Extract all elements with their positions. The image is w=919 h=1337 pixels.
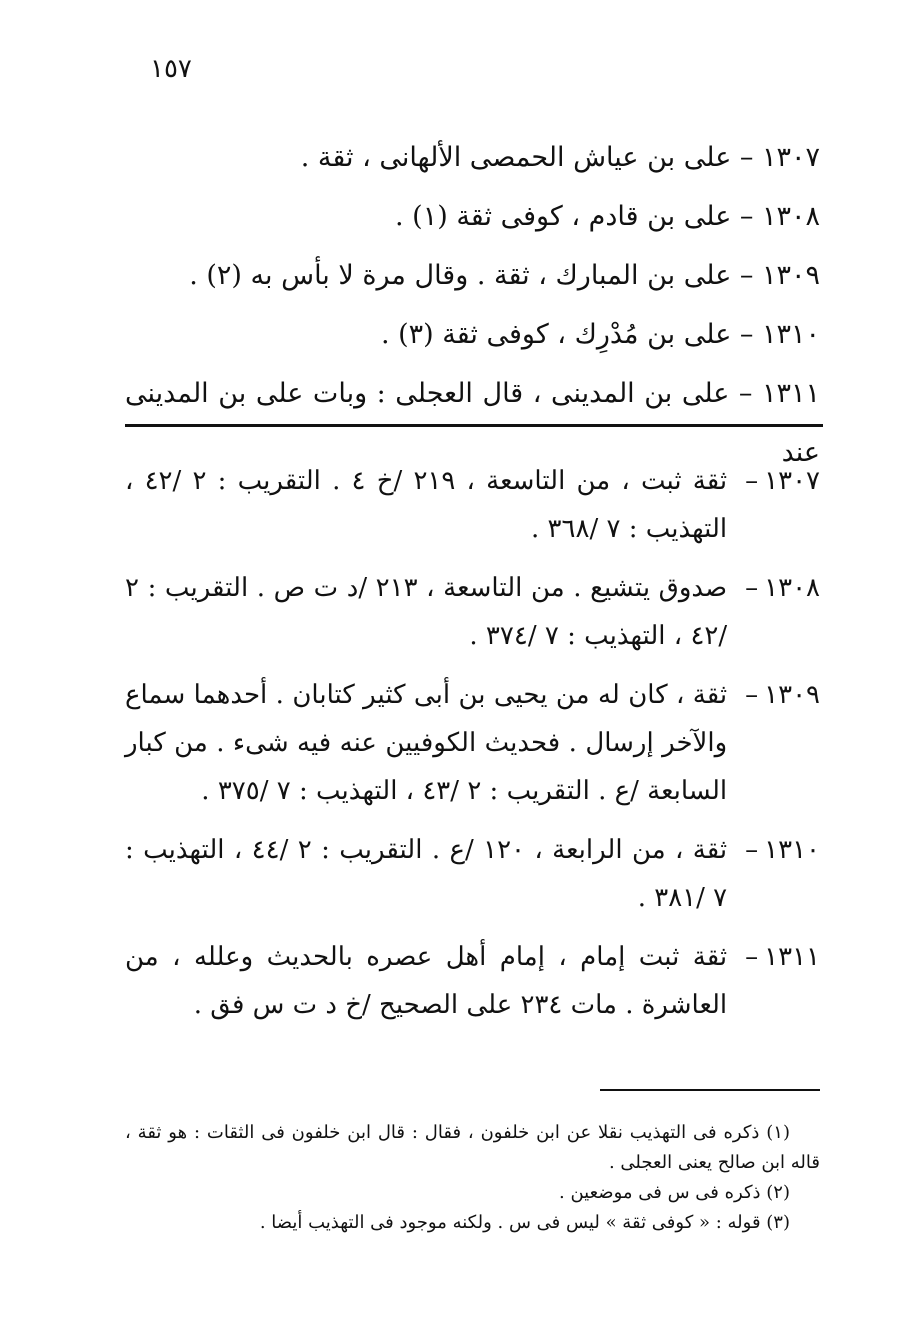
footnote-text: (١) ذكره فى التهذيب نقلا عن ابن خلفون ، فقال : قال ابن خلفون فى الثقات : هو ثقة ، قاله ابن صالح يعنى العجلى . bbox=[125, 1122, 820, 1173]
section-divider bbox=[125, 424, 823, 427]
note-text: صدوق يتشيع . من التاسعة ، ٢١٣ /د ت ص . التقريب : ٢ /٤٢ ، التهذيب : ٧ /٣٧٤ . bbox=[125, 573, 728, 651]
entry-1310: ١٣١٠ – على بن مُدْرِك ، كوفى ثقة (٣) . bbox=[380, 319, 820, 350]
note-number: ١٣١٠ bbox=[764, 835, 820, 865]
note-text: ثقة ، من الرابعة ، ١٢٠ /ع . التقريب : ٢ /٤٤ ، التهذيب : ٧ /٣٨١ . bbox=[125, 835, 728, 913]
note-text: ثقة ثبت إمام ، إمام أهل عصره بالحديث وعلله ، من العاشرة . مات ٢٣٤ على الصحيح /خ د ت س فق . bbox=[125, 942, 728, 1020]
footnote-text: (٣) قوله : « كوفى ثقة » ليس فى س . ولكنه موجود فى التهذيب أيضا . bbox=[259, 1212, 790, 1233]
editor-notes bbox=[125, 457, 820, 1040]
entry-1308: ١٣٠٨ – على بن قادم ، كوفى ثقة (١) . bbox=[395, 201, 820, 232]
note-text: ثقة ثبت ، من التاسعة ، ٢١٩ /خ ٤ . التقريب : ٢ /٤٢ ، التهذيب : ٧ /٣٦٨ . bbox=[125, 466, 728, 544]
footnote-3 bbox=[125, 1208, 820, 1238]
footnote-1 bbox=[125, 1118, 820, 1178]
note-number: ١٣٠٨ bbox=[764, 573, 820, 603]
note-number: ١٣١١ bbox=[764, 942, 820, 972]
note-number: ١٣٠٧ bbox=[764, 466, 820, 496]
entry-1307: ١٣٠٧ – على بن عياش الحمصى الألهانى ، ثقة . bbox=[300, 142, 820, 173]
note-1309: ١٣٠٩– ثقة ، كان له من يحيى بن أبى كثير كتابان . أحدهما سماع والآخر إرسال . فحديث الكوفيين عنه فيه شىء . من كبار السابعة /ع . التقريب : ٢ /٤٣ ، التهذيب : ٧ /٣٧٥ . bbox=[125, 671, 820, 815]
note-1310: ١٣١٠– ثقة ، من الرابعة ، ١٢٠ /ع . التقريب : ٢ /٤٤ ، التهذيب : ٧ /٣٨١ . bbox=[125, 826, 820, 922]
footnote-text: (٢) ذكره فى س فى موضعين . bbox=[559, 1182, 790, 1203]
note-number: ١٣٠٩ bbox=[764, 680, 820, 710]
entry-1311: ١٣١١ – على بن المدينى ، قال العجلى : وبات على بن المدينى عند bbox=[125, 378, 820, 468]
entry-1309: ١٣٠٩ – على بن المبارك ، ثقة . وقال مرة لا بأس به (٢) . bbox=[189, 260, 820, 291]
note-1308: ١٣٠٨– صدوق يتشيع . من التاسعة ، ٢١٣ /د ت ص . التقريب : ٢ /٤٢ ، التهذيب : ٧ /٣٧٤ . bbox=[125, 564, 820, 660]
footnote-2 bbox=[125, 1178, 820, 1208]
footnote-divider bbox=[600, 1089, 820, 1091]
note-text: ثقة ، كان له من يحيى بن أبى كثير كتابان . أحدهما سماع والآخر إرسال . فحديث الكوفيين عنه فيه شىء . من كبار السابعة /ع . التقريب : ٢ /٤٣ ، التهذيب : ٧ /٣٧٥ . bbox=[125, 680, 728, 806]
page-number: ١٥٧ bbox=[150, 54, 192, 84]
note-1311: ١٣١١– ثقة ثبت إمام ، إمام أهل عصره بالحديث وعلله ، من العاشرة . مات ٢٣٤ على الصحيح /خ د ت س فق . bbox=[125, 933, 820, 1029]
footnotes bbox=[125, 1118, 820, 1238]
note-1307: ١٣٠٧– ثقة ثبت ، من التاسعة ، ٢١٩ /خ ٤ . التقريب : ٢ /٤٢ ، التهذيب : ٧ /٣٦٨ . bbox=[125, 457, 820, 553]
biography-entries bbox=[125, 128, 820, 482]
